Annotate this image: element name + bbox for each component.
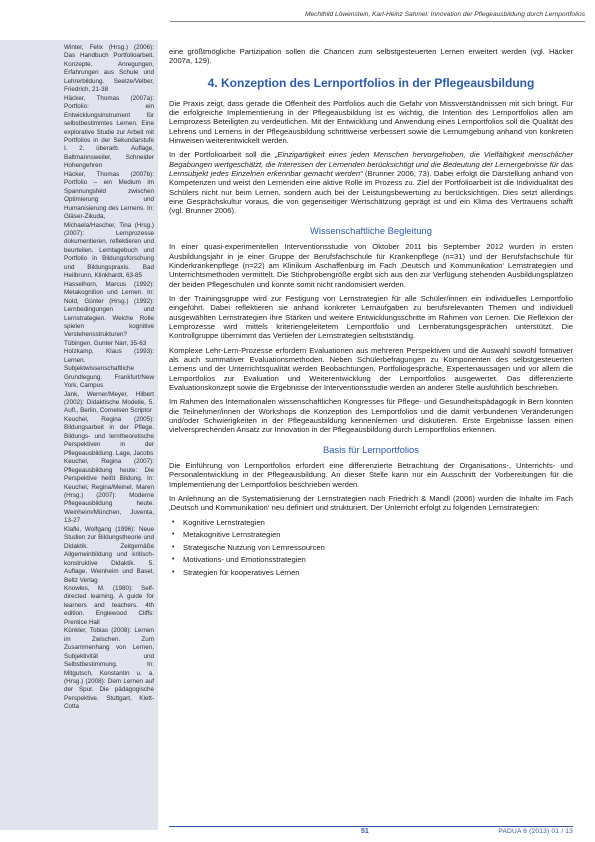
chapter-title: 4. Konzeption des Lernportfolios in der Pflegeausbildung [207,75,535,90]
reference-item: Häcker, Thomas (2007b): Portfolio – ein Medium im Spannungsfeld zwischen Optimierung und Humanisierung des Lernens. In: Gläser-Zikuda, Michaela/Hascher, Tina (Hrsg.) (2007): Lernprozesse dokumentieren, reflektieren und beurteilen. Lerntagebuch und Portfolio in Bildungsforschung und Bildungspraxis. Bad Heilbrunn, Klinkhardt, 63-85 [64,170,154,280]
reference-item: Hasselhorn, Marcus (1992): Metakognition und Lernen. In: Nold, Günter (Hrsg.) (1992): Lernbedingungen und Lernstrategien. Welche Rolle spielen kognitive Verstehensstrukturen? Tübingen, Gunter Narr, 35-63 [64,280,154,347]
page-footer [169,826,573,835]
reference-item: Keuchel, Regina (2005): Bildungsarbeit in der Pflege. Bildungs- und lerntheoretische Perspektiven in der Pflegeausbildung. Lage, Jacobs [64,415,154,457]
intro-paragraph: eine größtmögliche Partizipation sollen die Chancen zum selbstgesteuerten Lernen erweitert werden (vgl. Häcker 2007a, 129). [169,47,573,66]
section-paragraph: Die Einführung von Lernportfolios erfordert eine differenzierte Betrachtung der Organisations-, Unterrichts- und Personalentwicklung in der Pflegeausbildung. An dieser Stelle kann nur ein Ausschnitt der Vorbereitungen für die Implementierung der Lernportfolios beschrieben werden. [169,461,573,489]
list-item-label: Strategien für kooperatives Lernen [183,567,300,577]
list-item [172,542,573,552]
quote-rest: (Brunner 2006, 73). Dabei erfolgt die Darstellung anhand von Kompetenzen und weist den Lernenden eine aktive Rolle im Prozess zu. Ziel der Portfolioarbeit ist die Individualität des Schülers nicht nur beim Lernen, sondern auch bei der Leistungsbewertung zu berücksichtigen. Dies setzt allerdings eine Gesprächskultur voraus, die von gegenseitiger Wertschätzung geprägt ist und ein Klima des Vertrauens schafft (vgl. Brunner 2006). [169,169,573,216]
reference-sidebar [0,40,158,830]
page-number: 51 [361,828,369,835]
reference-item: Winter, Felix (Hrsg.) (2006): Das Handbuch Portfolioarbeit. Konzepte, Anregungen, Erfahrungen aus Schule und Lehrerbildung. Seelze/Velber, Friedrich, 21-38 [64,44,154,94]
list-item [172,567,573,577]
bullet-icon: • [172,531,175,539]
journal-name: PADUA 8 (2013) 01 / 13 [498,828,573,835]
list-item [172,555,573,565]
quote-text: „Einzigartigkeit eines jeden Menschen hervorgehoben, die Vielfältigkeit menschlicher Begabungen wertgeschätzt, die Interessen der Lernenden berücksichtigt und die Bedeutung der Lernergebnisse für das Lernsubjekt jedes Einzelnen erkennbar gemacht werden“ [169,150,573,179]
list-item-label: Motivations- und Emotionsstrategien [183,555,306,565]
reference-item: Holzkamp, Klaus (1993): Lernen. Subjektwissenschaftliche Grundlegung. Frankfurt/New York, Campus [64,348,154,390]
bullet-icon: • [172,543,175,551]
running-title: Mechthild Löwenstein, Karl-Heinz Sahmel: Innovation der Pflegeausbildung durch Lernportfolios [304,11,585,18]
reference-list [64,44,154,712]
section-paragraph: In einer quasi-experimentellen Interventionsstudie von Oktober 2011 bis September 2012 wurden in ersten Ausbildungsjahr in je einer Gruppe der Berufsfachschule für Krankenpflege (n=31) und der Berufsfachschule für Kinderkrankenpflege (n=22) am Klinikum Aschaffenburg im Fach ‚Deutsch und Kommunikation‘ Lernstrategien und Unterrichtsmethoden vermittelt. Die Stichprobengröße ergibt sich aus den zur Verfügung stehenden Ausbildungsplätzen der beiden Pflegeschulen und konnte somit nicht randomisiert werden. [169,242,573,289]
section-title-research: Wissenschaftliche Begleitung [310,224,432,236]
list-item-label: Kognitive Lernstrategien [183,517,265,527]
chapter-paragraph-quote-block [169,150,573,215]
bullet-icon: • [172,518,175,526]
chapter-paragraph: Die Praxis zeigt, dass gerade die Offenheit des Portfolios auch die Gefahr von Missverständnissen mit sich bringt. Für die erfolgreiche Implementierung in der Pflegeausbildung ist es wichtig, die Intention des Lernportfolios allen am Lernprozess Beteiligten zu verdeutlichen. Mit der Entwicklung und Anwendung eines Lernportfolios soll die Qualität des Lehrens und Lernens in der Pflegeausbildung schrittweise verbessert sowie die Lernumgebung anhand von konkreten Hinweisen weiterentwickelt werden. [169,98,573,146]
main-column [169,47,573,580]
list-item [172,530,573,540]
list-item [172,517,573,527]
bullet-icon: • [172,556,175,564]
section-paragraph: In Anlehnung an die Systematisierung der Lernstrategien nach Friedrich & Mandl (2006) wurden die Inhalte im Fach ‚Deutsch und Kommunikation‘ neu definiert und strukturiert. Der Unterricht erfolgt zu folgenden Lernstrategien: [169,494,573,513]
reference-item: Klafki, Wolfgang (1996): Neue Studien zur Bildungstheorie und Didaktik. Zeitgemäße Allgemeinbildung und kritisch-konstruktive Didaktik. 5. Auflage, Weinheim und Basel, Beltz Verlag [64,525,154,584]
quote-lead: In der Portfolioarbeit soll die [169,150,271,160]
section-title-basis: Basis für Lernportfolios [323,443,419,455]
running-header [170,8,585,22]
section-paragraph: Komplexe Lehr-Lern-Prozesse erfordern Evaluationen aus mehreren Perspektiven und die Auswahl sowohl formativer als auch summativer Evaluationsmethoden. Neben Schülerbefragungen zu Komponenten des selbstgesteuerten Lernens und der Unterrichtsqualität werden Beobachtungen, Portfoliogespräche, Expertenaussagen und vor allem die Lernportfolios zur Evaluation und Weiterentwicklung der Lernportfolios ausgewertet. Das differenzierte Evaluationskonzept sowie die Ergebnisse der Interventionsstudie werden an anderer Stelle ausführlich beschrieben. [169,345,573,392]
strategy-list [169,518,573,577]
reference-item: Keuchel, Regina (2007): Pflegeausbildung heute: Die Perspektive heißt Bildung. In: Keuchel, Regina/Meinel, Maren (Hrsg.) (2007): Moderne Pflegeausbildung heute. Weinheim/München, Juventa, 13-27 [64,458,154,525]
reference-item: Häcker, Thomas (2007a): Portfolio: ein Entwicklungsinstrument für selbstbestimmtes Lernen. Eine explorative Studie zur Arbeit mit Portfolios in der Sekundarstufe I. 2. überarb. Auflage, Baltmannsweiler, Schneider Hohengehren [64,94,154,170]
list-item-label: Metakognitive Lernstrategien [183,530,281,540]
section-paragraph: Im Rahmen des Internationalen wissenschaftlichen Kongresses für Pflege- und Gesundheitspädagogik in Bern konnten die Teilnehmer/innen der Workshops die Konzeption des Lernportfolios und die damit verbundenen Veränderungen und/oder Schwierigkeiten in der Pflegeausbildung kennenlernen und diskutieren. Erste Ergebnisse lassen einen vielversprechenden Ansatz zur Innovation in der Pflegeausbildung durch Lernportfolios erkennen. [169,397,573,435]
reference-item: Knowles, M. (1980): Self-directed learning. A guide for learners and teachers. 4th edition. Englewood Cliffs: Prentice Hall [64,585,154,626]
reference-item: Künkler, Tobias (2008): Lernen im Zwischen. Zum Zusammenhang von Lernen, Subjektivität und Selbstbestimmung. In: Mitgutsch, Konstantin u. a. (Hrsg.) (2008): Dem Lernen auf der Spur. Die pädagogische Perspektive. Stuttgart, Klett-Cotta [64,627,154,711]
list-item-label: Strategische Nutzung von Lernressourcen [183,542,325,552]
reference-item: Jank, Werner/Meyer, Hilbert (2002): Didaktische Modelle, 5. Aufl., Berlin, Cornelsen Scriptor [64,390,154,415]
section-paragraph: In der Trainingsgruppe wird zur Festigung von Lernstrategien für alle Schüler/innen ein individuelles Lernportfolio eingeführt. Dabei reflektieren sie anhand konkreter Lernaufgaben zu berufsrelevanten Themen und individuell ausgewählten Lernstrategien ihre Stärken und weitere Entwicklungsschritte im Rahmen von Lernen. Die Reflexion der Lernprozesse wird mittels kriteriengeleitetem Lernportfolio und Lernberatungsgesprächen unterstützt. Die Kontrollgruppe übernimmt das Vertiefen der Lernstrategien selbstständig. [169,293,573,341]
bullet-icon: • [172,568,175,576]
